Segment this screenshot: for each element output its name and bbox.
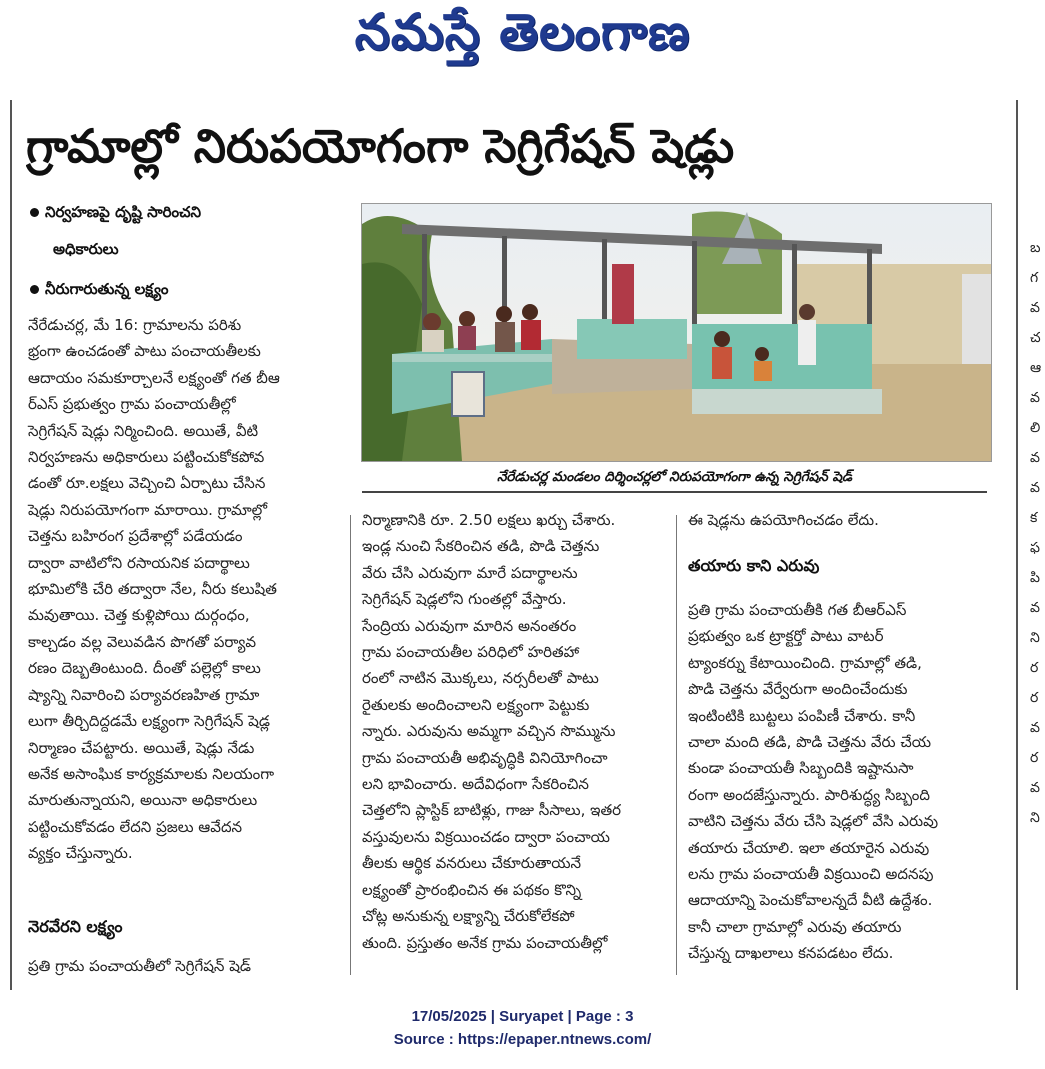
bullet-1 [30, 203, 201, 225]
paragraph-line: భ్రంగా ఉంచడంతో పాటు పంచాయతీలకు [28, 342, 261, 361]
paragraph-line: ష్యాన్ని నివారించి పర్యావరణహిత గ్రామా [28, 685, 260, 704]
article-column-3 [688, 597, 990, 967]
paragraph-line: సెగ్రిగేషన్ షెడ్లు నిర్మించింది. అయితే, వీటి [28, 421, 259, 440]
edge-glyph: ఆ [1030, 360, 1042, 376]
edge-glyph: క [1030, 510, 1038, 526]
bullet-2 [30, 280, 168, 302]
paragraph-line: నేరేడుచర్ల, మే 16: గ్రామాలను పరిశు [28, 316, 242, 334]
paragraph-line: అనేక అసాంఘిక కార్యక్రమాలకు నిలయంగా [28, 764, 275, 783]
paragraph-line: వ్యక్తం చేస్తున్నారు. [28, 844, 133, 863]
edge-glyph: ర [1030, 690, 1039, 706]
left-border [10, 100, 12, 990]
photo-caption: నేరేడుచర్ల మండలం దిర్శించర్లలో నిరుపయోగంగా ఉన్న సెగ్రిగేషన్ షెడ్ [362, 463, 987, 493]
paragraph-line: లను గ్రామ పంచాయతీ విక్రయించి అదనపు [688, 865, 934, 884]
paragraph-line: ప్రభుత్వం ఒక ట్రాక్టర్తో పాటు వాటర్ [688, 627, 884, 646]
edge-glyph: పి [1030, 570, 1040, 586]
edge-glyph: గ [1030, 270, 1039, 286]
article-column-2 [362, 507, 666, 956]
segregation-shed-photo [362, 204, 991, 461]
paragraph-line: ప్రతి గ్రామ పంచాయతీకి గత బీఆర్ఎస్ [688, 601, 907, 619]
article-column-3-first [688, 507, 990, 533]
bullet-text: నిర్వహణపై దృష్టి సారించని [45, 203, 202, 221]
subheading-fertilizer-not-made: తయారు కాని ఎరువు [688, 556, 820, 575]
paragraph-line: రంగా అందజేస్తున్నారు. పారిశుద్ధ్య సిబ్బంది [688, 785, 930, 804]
paragraph-line: పట్టించుకోవడం లేదని ప్రజలు ఆవేదన [28, 817, 243, 836]
edge-glyph: వ [1030, 300, 1040, 316]
edge-glyph: లి [1030, 420, 1041, 436]
paragraph-line: పొడి చెత్తను వేర్వేరుగా అందించేందుకు [688, 680, 908, 699]
paragraph-line: రైతులకు అందించాలని లక్ష్యంగా పెట్టుకు [362, 695, 590, 714]
paragraph-line: నిర్మాణం చేపట్టారు. అయితే, షెడ్లు నేడు [28, 738, 255, 757]
headline: గ్రామాల్లో నిరుపయోగంగా సెగ్రిగేషన్ షెడ్లు [26, 119, 735, 173]
bullet-text: అధికారులు [53, 240, 119, 258]
paragraph-line: ఇండ్ల నుంచి సేకరించిన తడి, పొడి చెత్తను [362, 537, 600, 556]
paragraph-line: మారుతున్నాయని, అయినా అధికారులు [28, 791, 258, 810]
column-divider [676, 515, 677, 975]
paragraph-line: షెడ్లు నిరుపయోగంగా మారాయి. గ్రామాల్లో [28, 500, 268, 519]
paragraph-line: తీలకు ఆర్థిక వనరులు చేకూరుతాయనే [362, 854, 582, 873]
paragraph-line: వేరు చేసి ఎరువుగా మారే పదార్థాలను [362, 563, 578, 582]
edge-glyph: వ [1030, 390, 1040, 406]
paragraph-line: తయారు చేయాలి. ఇలా తయారైన ఎరువు [688, 838, 930, 857]
bullet-text: నీరుగారుతున్న లక్ష్యం [45, 280, 169, 298]
bullet-1-continued [53, 240, 119, 262]
paragraph-line: లని భావించారు. అదేవిధంగా సేకరించిన [362, 775, 589, 794]
paragraph-line: లక్ష్యంతో ప్రారంభించిన ఈ పథకం కొన్ని [362, 880, 582, 899]
edge-glyph: ర [1030, 750, 1039, 766]
footer-source: Source : https://epaper.ntnews.com/ [393, 1031, 652, 1048]
paragraph-line: చోట్ల అనుకున్న లక్ష్యాన్ని చేరుకోలేకపో [362, 907, 575, 926]
bullet-dot-icon [30, 285, 39, 294]
paragraph-line: సెగ్రిగేషన్ షెడ్లలోని గుంతల్లో వేస్తారు. [362, 590, 567, 609]
paragraph-line: మవుతాయి. చెత్త కుళ్లిపోయి దుర్గంధం, [28, 606, 250, 625]
right-border [1016, 100, 1018, 990]
edge-glyph: బ [1030, 240, 1041, 256]
paragraph-line: ఆదాయం సమకూర్చాలనే లక్ష్యంతో గత బీఆ [28, 368, 280, 387]
article-photo [361, 203, 992, 462]
paragraph-line: ఆదాయాన్ని పెంచుకోవాలన్నదే వీటి ఉద్దేశం. [688, 891, 933, 910]
paragraph-line: ట్యాంకర్ను కేటాయించింది. గ్రామాల్లో తడి, [688, 653, 922, 672]
paragraph-line: ద్వారా వాటిలోని రసాయనిక పదార్థాలు [28, 553, 250, 572]
column-divider [350, 515, 351, 975]
paragraph-line: ప్రతి గ్రామ పంచాయతీలో సెగ్రిగేషన్ షెడ్ [28, 957, 251, 975]
paragraph-line: నిర్మాణానికి రూ. 2.50 లక్షలు ఖర్చు చేశారు. [362, 511, 616, 529]
bullet-dot-icon [30, 208, 39, 217]
edge-glyph: వ [1030, 450, 1040, 466]
paragraph-line: భూమిలోకి చేరి తద్వారా నేల, నీరు కలుషిత [28, 580, 277, 599]
subheading-unfulfilled-goal: నెరవేరని లక్ష్యం [28, 917, 123, 936]
paragraph-line: చెత్తలోని ప్లాస్టిక్ బాటిళ్లు, గాజు సీసాలు, ఇతర [362, 801, 622, 820]
edge-glyph: ఫ [1030, 540, 1040, 556]
paragraph-line: డంతో రూ.లక్షలు వెచ్చించి ఏర్పాటు చేసిన [28, 474, 266, 493]
paragraph-line: ర్ఎస్ ప్రభుత్వం గ్రామ పంచాయతీల్లో [28, 395, 236, 414]
edge-glyph: ర [1030, 660, 1039, 676]
paragraph-line: నిర్వహణను అధికారులు పట్టించుకోకపోవ [28, 448, 265, 467]
paragraph-line: ఈ షెడ్లను ఉపయోగించడం లేదు. [688, 511, 879, 529]
article-column-1-tail [28, 953, 342, 979]
paragraph-line: గ్రామ పంచాయతీ అభివృద్ధికి వినియోగించా [362, 748, 608, 767]
article-column-1 [28, 312, 342, 867]
paragraph-line: వస్తువులను విక్రయించడం ద్వారా పంచాయ [362, 827, 610, 846]
paragraph-line: లుగా తీర్చిదిద్దడమే లక్ష్యంగా సెగ్రిగేషన్ షెడ్ల [28, 712, 270, 731]
edge-glyph: ని [1030, 630, 1040, 646]
paragraph-line: న్నారు. ఎరువును అమ్మగా వచ్చిన సొమ్మును [362, 722, 616, 741]
paragraph-line: చెత్తను బహిరంగ ప్రదేశాల్లో పడేయడం [28, 527, 243, 546]
masthead [0, 2, 1045, 74]
edge-glyph: వ [1030, 480, 1040, 496]
masthead-logo: నమస్తే తెలంగాణ [354, 2, 691, 61]
paragraph-line: తుంది. ప్రస్తుతం అనేక గ్రామ పంచాయతీల్లో [362, 933, 608, 952]
paragraph-line: రణం దెబ్బతింటుంది. దీంతో పల్లెల్లో కాలు [28, 659, 261, 678]
edge-glyph: వ [1030, 600, 1040, 616]
paragraph-line: ఇంటింటికి బుట్టలు పంపిణీ చేశారు. కానీ [688, 706, 916, 725]
edge-glyph: వ [1030, 780, 1040, 796]
paragraph-line: కానీ చాలా గ్రామాల్లో ఎరువు తయారు [688, 917, 902, 936]
edge-glyph: చ [1030, 330, 1041, 346]
paragraph-line: రంలో నాటిన మొక్కలు, నర్సరీలతో పాటు [362, 669, 599, 688]
paragraph-line: చాలా మంది తడి, పొడి చెత్తను వేరు చేయ [688, 733, 932, 752]
footer-date-edition-page: 17/05/2025 | Suryapet | Page : 3 [411, 1008, 634, 1025]
paragraph-line: కాల్చడం వల్ల వెలువడిన పొగతో పర్యావ [28, 632, 256, 651]
edge-glyph: వ [1030, 720, 1040, 736]
paragraph-line: వాటిని చెత్తను వేరు చేసి షెడ్లలో వేసి ఎరువు [688, 812, 939, 831]
paragraph-line: కుండా పంచాయతీ సిబ్బందికి ఇష్టానుసా [688, 759, 914, 778]
paragraph-line: గ్రామ పంచాయతీల పరిధిలో హరితహా [362, 643, 580, 662]
paragraph-line: చేస్తున్న దాఖలాలు కనపడటం లేదు. [688, 944, 894, 963]
edge-glyph: ని [1030, 810, 1040, 826]
paragraph-line: సేంద్రియ ఎరువుగా మారిన అనంతరం [362, 616, 577, 635]
